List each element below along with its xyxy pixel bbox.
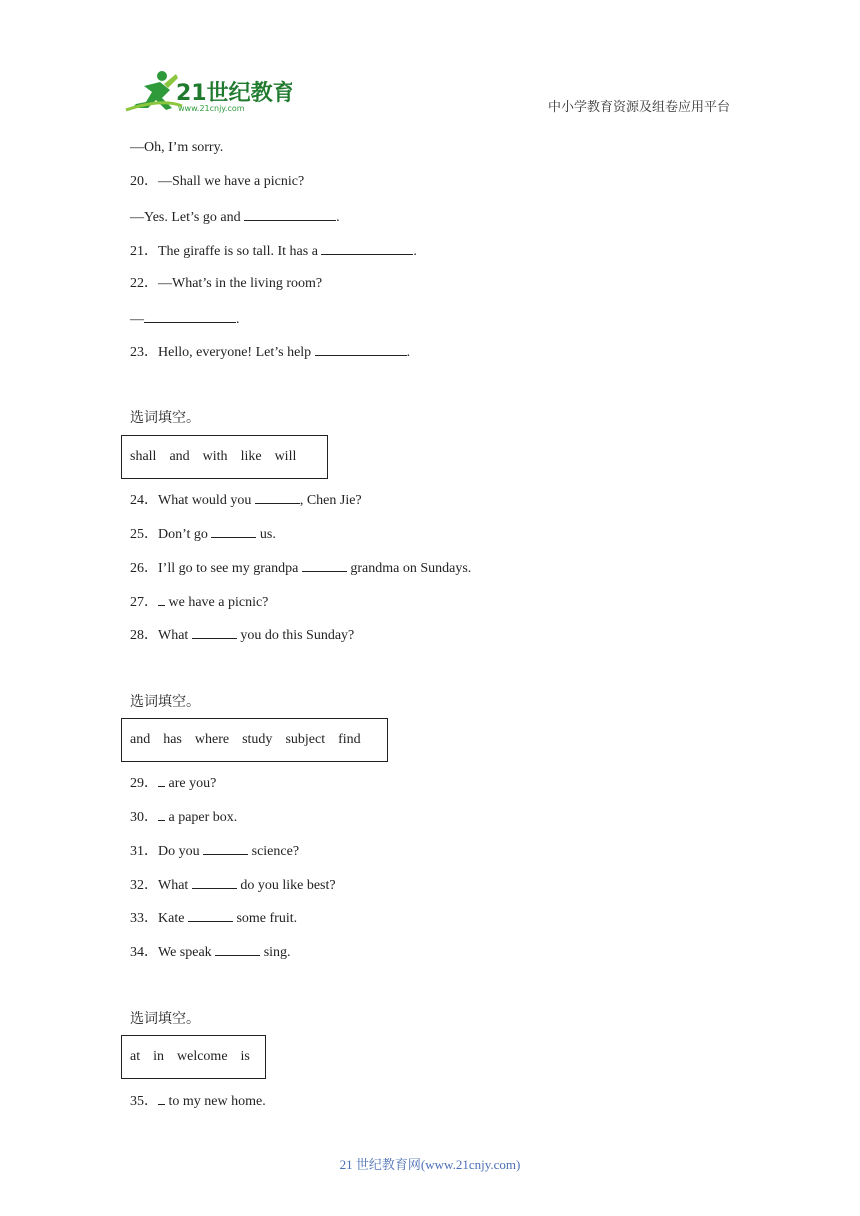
section-title: 选词填空。 [130,694,200,710]
word: like [240,449,262,464]
blank[interactable] [211,524,256,538]
blank[interactable] [158,1091,165,1105]
word: with [202,449,228,464]
blank[interactable] [192,625,237,639]
question-21: 21．The giraffe is so tall. It has a . [130,241,417,261]
dialogue-line: —Oh, I’m sorry. [130,140,224,155]
footer: 21 世纪教育网(www.21cnjy.com) [339,1157,521,1172]
word: at [130,1049,141,1064]
section-title: 选词填空。 [130,410,200,426]
word-bank [121,435,328,479]
word-bank [121,1035,266,1079]
word: will [274,449,297,464]
answer-22: — . [130,309,240,329]
word-bank [121,718,388,762]
word: find [338,732,361,747]
question-23: 23．Hello, everyone! Let’s help . [130,342,410,362]
svg-text:www.21cnjy.com: www.21cnjy.com [178,104,245,113]
blank[interactable] [203,841,248,855]
question-35: 35． to my new home. [130,1091,266,1111]
word: subject [285,732,326,747]
question-31: 31．Do you science? [130,841,299,861]
word: where [194,732,230,747]
question-26: 26．I’ll go to see my grandpa grandma on Sundays. [130,558,471,578]
word: in [153,1049,164,1064]
word: and [169,449,190,464]
question-20: 20．—Shall we have a picnic? [130,174,305,189]
blank[interactable] [158,773,165,787]
platform-title: 中小学教育资源及组卷应用平台 [548,100,731,115]
blank[interactable] [188,908,233,922]
blank[interactable] [255,490,300,504]
question-24: 24．What would you , Chen Jie? [130,490,362,510]
word: is [240,1049,250,1064]
question-30: 30． a paper box. [130,807,237,827]
question-28: 28．What you do this Sunday? [130,625,354,645]
word: and [130,732,151,747]
word: has [163,732,182,747]
blank[interactable] [215,942,260,956]
blank[interactable] [321,241,413,255]
answer-20: —Yes. Let’s go and . [130,207,340,227]
blank[interactable] [158,592,165,606]
blank[interactable] [144,309,236,323]
blank[interactable] [244,207,336,221]
question-25: 25．Don’t go us. [130,524,276,544]
blank[interactable] [192,875,237,889]
question-32: 32．What do you like best? [130,875,336,895]
question-27: 27． we have a picnic? [130,592,268,612]
runner-logo-icon [122,68,292,116]
question-34: 34．We speak sing. [130,942,291,962]
blank[interactable] [315,342,407,356]
section-title: 选词填空。 [130,1011,200,1027]
blank[interactable] [302,558,347,572]
word: shall [130,449,157,464]
question-33: 33．Kate some fruit. [130,908,297,928]
word: welcome [177,1049,228,1064]
logo [122,68,292,116]
word: study [242,732,273,747]
question-22: 22．—What’s in the living room? [130,276,323,291]
blank[interactable] [158,807,165,821]
svg-text:21世纪教育: 21世纪教育 [176,81,292,106]
question-29: 29． are you? [130,773,216,793]
